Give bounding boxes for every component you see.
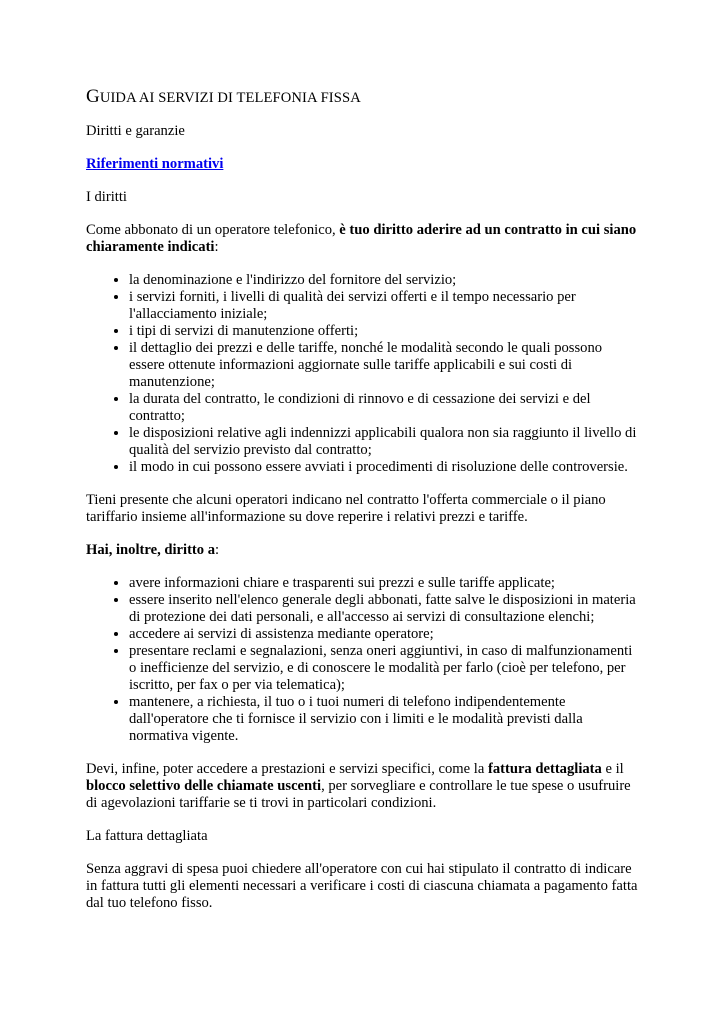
section-heading-diritti: I diritti [86, 189, 127, 205]
title-rest: UIDA AI SERVIZI DI TELEFONIA FISSA [99, 90, 361, 106]
title-initial: G [86, 86, 100, 107]
list-item: • il modo in cui possono essere avviati i procedimenti di risoluzione delle controversie. [129, 459, 638, 476]
subtitle: Diritti e garanzie [86, 123, 185, 139]
list-item: • la durata del contratto, le condizioni di rinnovo e di cessazione dei servizi e del contratto; [129, 391, 638, 425]
section-heading-fattura: La fattura dettagliata [86, 828, 208, 844]
tieni-presente-paragraph: Tieni presente che alcuni operatori indicano nel contratto l'offerta commerciale o il piano tariffario insieme all'informazione su dove reperire i relativi prezzi e tariffe. [86, 492, 606, 525]
hai-inoltre-bold: Hai, inoltre, diritto a [86, 542, 216, 558]
senza-aggravi-paragraph: Senza aggravi di spesa puoi chiedere all'operatore con cui hai stipulato il contratto di indicare in fattura tutti gli elementi necessari a verificare i costi di ciascuna chiamata a pagamento fatta dal tuo telefono fisso. [86, 861, 638, 911]
intro-text: Come abbonato di un operatore telefonico, [86, 222, 340, 238]
document-body [86, 88, 638, 928]
list-item: • i servizi forniti, i livelli di qualità dei servizi offerti e il tempo necessario per l'allacciamento iniziale; [129, 289, 638, 323]
contract-info-list [86, 272, 638, 476]
devi-paragraph [86, 761, 638, 812]
intro-paragraph [86, 222, 638, 256]
intro-bold: è tuo diritto aderire ad un contratto in cui siano chiaramente indicati [86, 222, 637, 255]
list-item: • essere inserito nell'elenco generale degli abbonati, fatte salve le disposizioni in materia di protezione dei dati personali, e all'accesso ai servizi di consultazione elenchi; [129, 592, 638, 626]
list-item: • i tipi di servizi di manutenzione offerti; [129, 323, 638, 340]
ref-paragraph [86, 156, 638, 173]
devi-text-3: , per sorvegliare e controllare le tue spese o usufruire di agevolazioni tariffarie se ti trovi in particolari condizioni. [86, 778, 631, 811]
riferimenti-normativi-link[interactable]: Riferimenti normativi [86, 156, 224, 172]
list-item: • il dettaglio dei prezzi e delle tariffe, nonché le modalità secondo le quali possono essere ottenute informazioni aggiornate sulle tariffe applicabili e sui costi di manutenzione; [129, 340, 638, 391]
list-item: • la denominazione e l'indirizzo del fornitore del servizio; [129, 272, 638, 289]
list-item: • le disposizioni relative agli indennizzi applicabili qualora non sia raggiunto il livello di qualità del servizio previsto dal contratto; [129, 425, 638, 459]
list-item: • accedere ai servizi di assistenza mediante operatore; [129, 626, 638, 643]
devi-text-2: e il [601, 761, 624, 777]
list-item: • presentare reclami e segnalazioni, senza oneri aggiuntivi, in caso di malfunzionamenti o inefficienze del servizio, e di conoscere le modalità per farlo (cioè per telefono, per iscritto, per fax o per via telematica); [129, 643, 638, 694]
list-item: • avere informazioni chiare e trasparenti sui prezzi e sulle tariffe applicate; [129, 575, 638, 592]
fattura-dettagliata-bold: fattura dettagliata [487, 761, 602, 777]
page-title [86, 88, 638, 107]
blocco-selettivo-bold: blocco selettivo delle chiamate uscenti [86, 778, 322, 794]
intro-colon: : [214, 239, 219, 255]
rights-list [86, 575, 638, 745]
list-item: • mantenere, a richiesta, il tuo o i tuoi numeri di telefono indipendentemente dall'operatore che ti fornisce il servizio con i limiti e le modalità previsti dalla normativa vigente. [129, 694, 638, 745]
hai-inoltre-paragraph [86, 542, 638, 559]
hai-inoltre-colon: : [215, 542, 220, 558]
devi-text-1: Devi, infine, poter accedere a prestazioni e servizi specifici, come la [86, 761, 488, 777]
